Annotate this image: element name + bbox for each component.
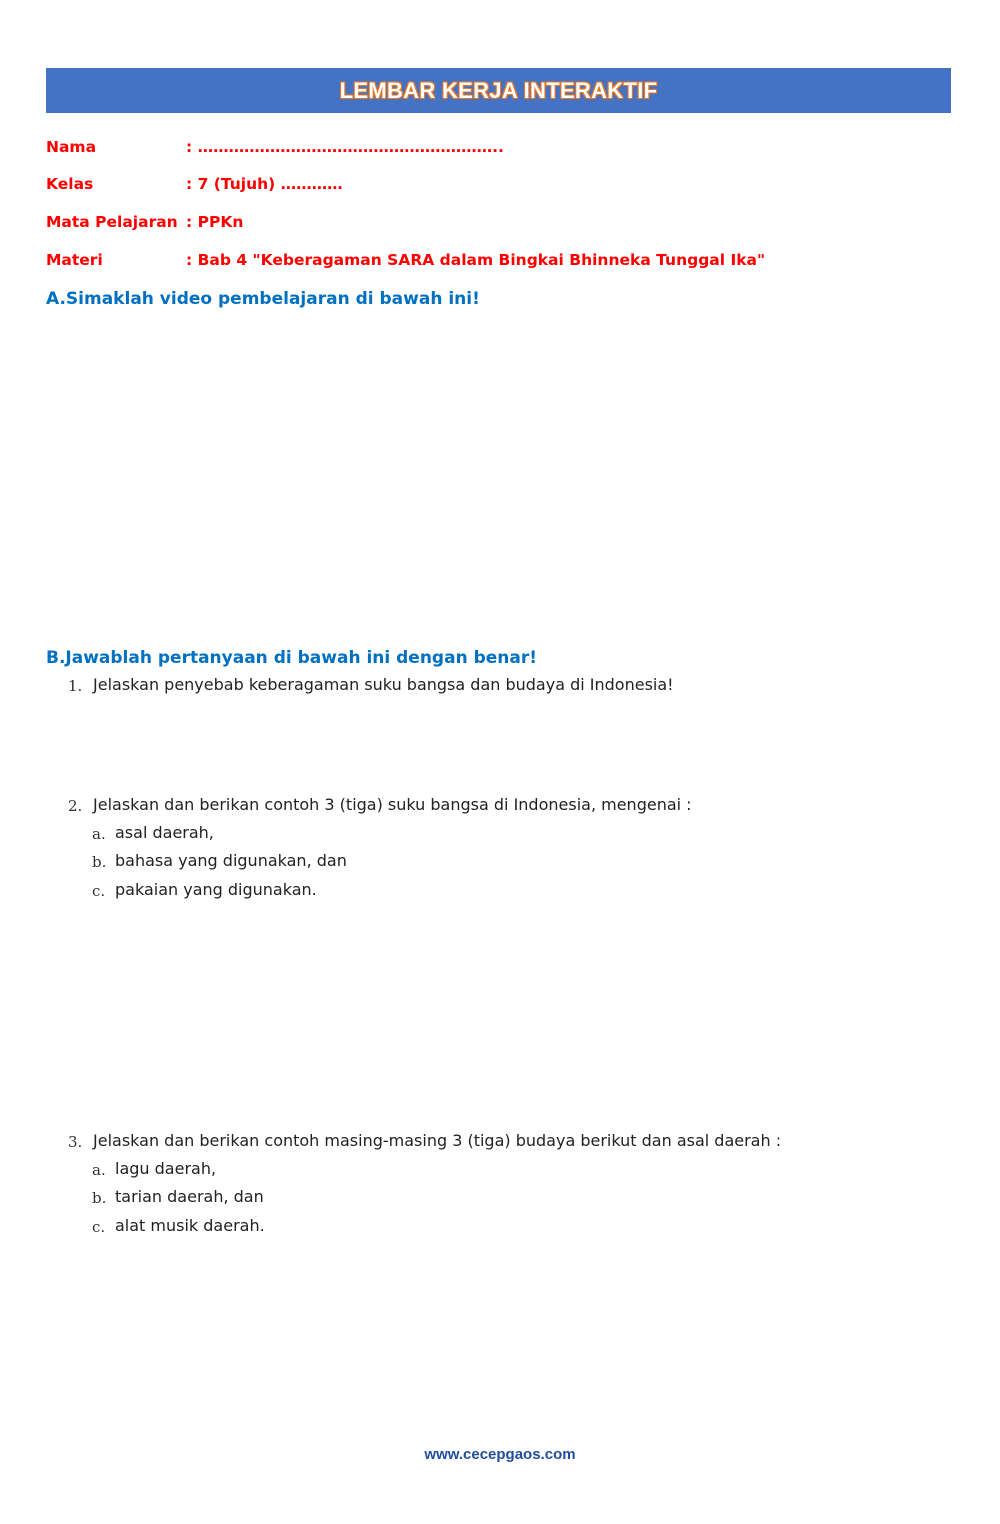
question-3-item-c-text: alat musik daerah. (115, 1216, 265, 1235)
question-3-item-a-text: lagu daerah, (115, 1159, 217, 1178)
question-2-item-c-text: pakaian yang digunakan. (115, 880, 317, 899)
website-link[interactable]: www.cecepgaos.com (424, 1446, 576, 1463)
question-3-item-b-text: tarian daerah, dan (115, 1187, 264, 1206)
question-2-text: Jelaskan dan berikan contoh 3 (tiga) suku bangsa di Indonesia, mengenai : (93, 795, 692, 814)
kelas-label: Kelas (46, 175, 94, 193)
question-3-number: 3. (68, 1133, 83, 1151)
question-2-item-a-letter: a. (92, 825, 106, 843)
question-2-item-b-letter: b. (92, 853, 107, 871)
worksheet-title: LEMBAR KERJA INTERAKTIF (339, 77, 658, 103)
section-b-heading: B.Jawablah pertanyaan di bawah ini dengan benar! (46, 648, 538, 668)
kelas-value: : 7 (Tujuh) ………… (186, 175, 343, 193)
question-2-item-b-text: bahasa yang digunakan, dan (115, 851, 347, 870)
mapel-value: : PPKn (186, 213, 244, 231)
question-2-item-a-text: asal daerah, (115, 823, 214, 842)
materi-label: Materi (46, 251, 103, 269)
answer-box-3[interactable] (93, 1248, 951, 1418)
question-3-text: Jelaskan dan berikan contoh masing-masing 3 (tiga) budaya berikut dan asal daerah : (93, 1131, 782, 1150)
answer-box-1[interactable] (93, 705, 951, 785)
question-3-item-c-letter: c. (92, 1218, 106, 1236)
title-banner (46, 68, 951, 113)
mapel-label: Mata Pelajaran (46, 213, 178, 231)
video-area[interactable] (46, 320, 951, 640)
question-3-item-b-letter: b. (92, 1189, 107, 1207)
nama-value: : ………………………………………………….. (186, 138, 504, 156)
section-a-heading: A.Simaklah video pembelajaran di bawah ini! (46, 289, 480, 309)
answer-box-2[interactable] (93, 912, 951, 1112)
question-1-text: Jelaskan penyebab keberagaman suku bangsa dan budaya di Indonesia! (93, 675, 674, 694)
nama-label: Nama (46, 138, 97, 156)
materi-value: : Bab 4 "Keberagaman SARA dalam Bingkai Bhinneka Tunggal Ika" (186, 251, 766, 269)
question-2-number: 2. (68, 797, 83, 815)
question-2-item-c-letter: c. (92, 882, 106, 900)
question-1-number: 1. (68, 677, 83, 695)
question-3-item-a-letter: a. (92, 1161, 106, 1179)
